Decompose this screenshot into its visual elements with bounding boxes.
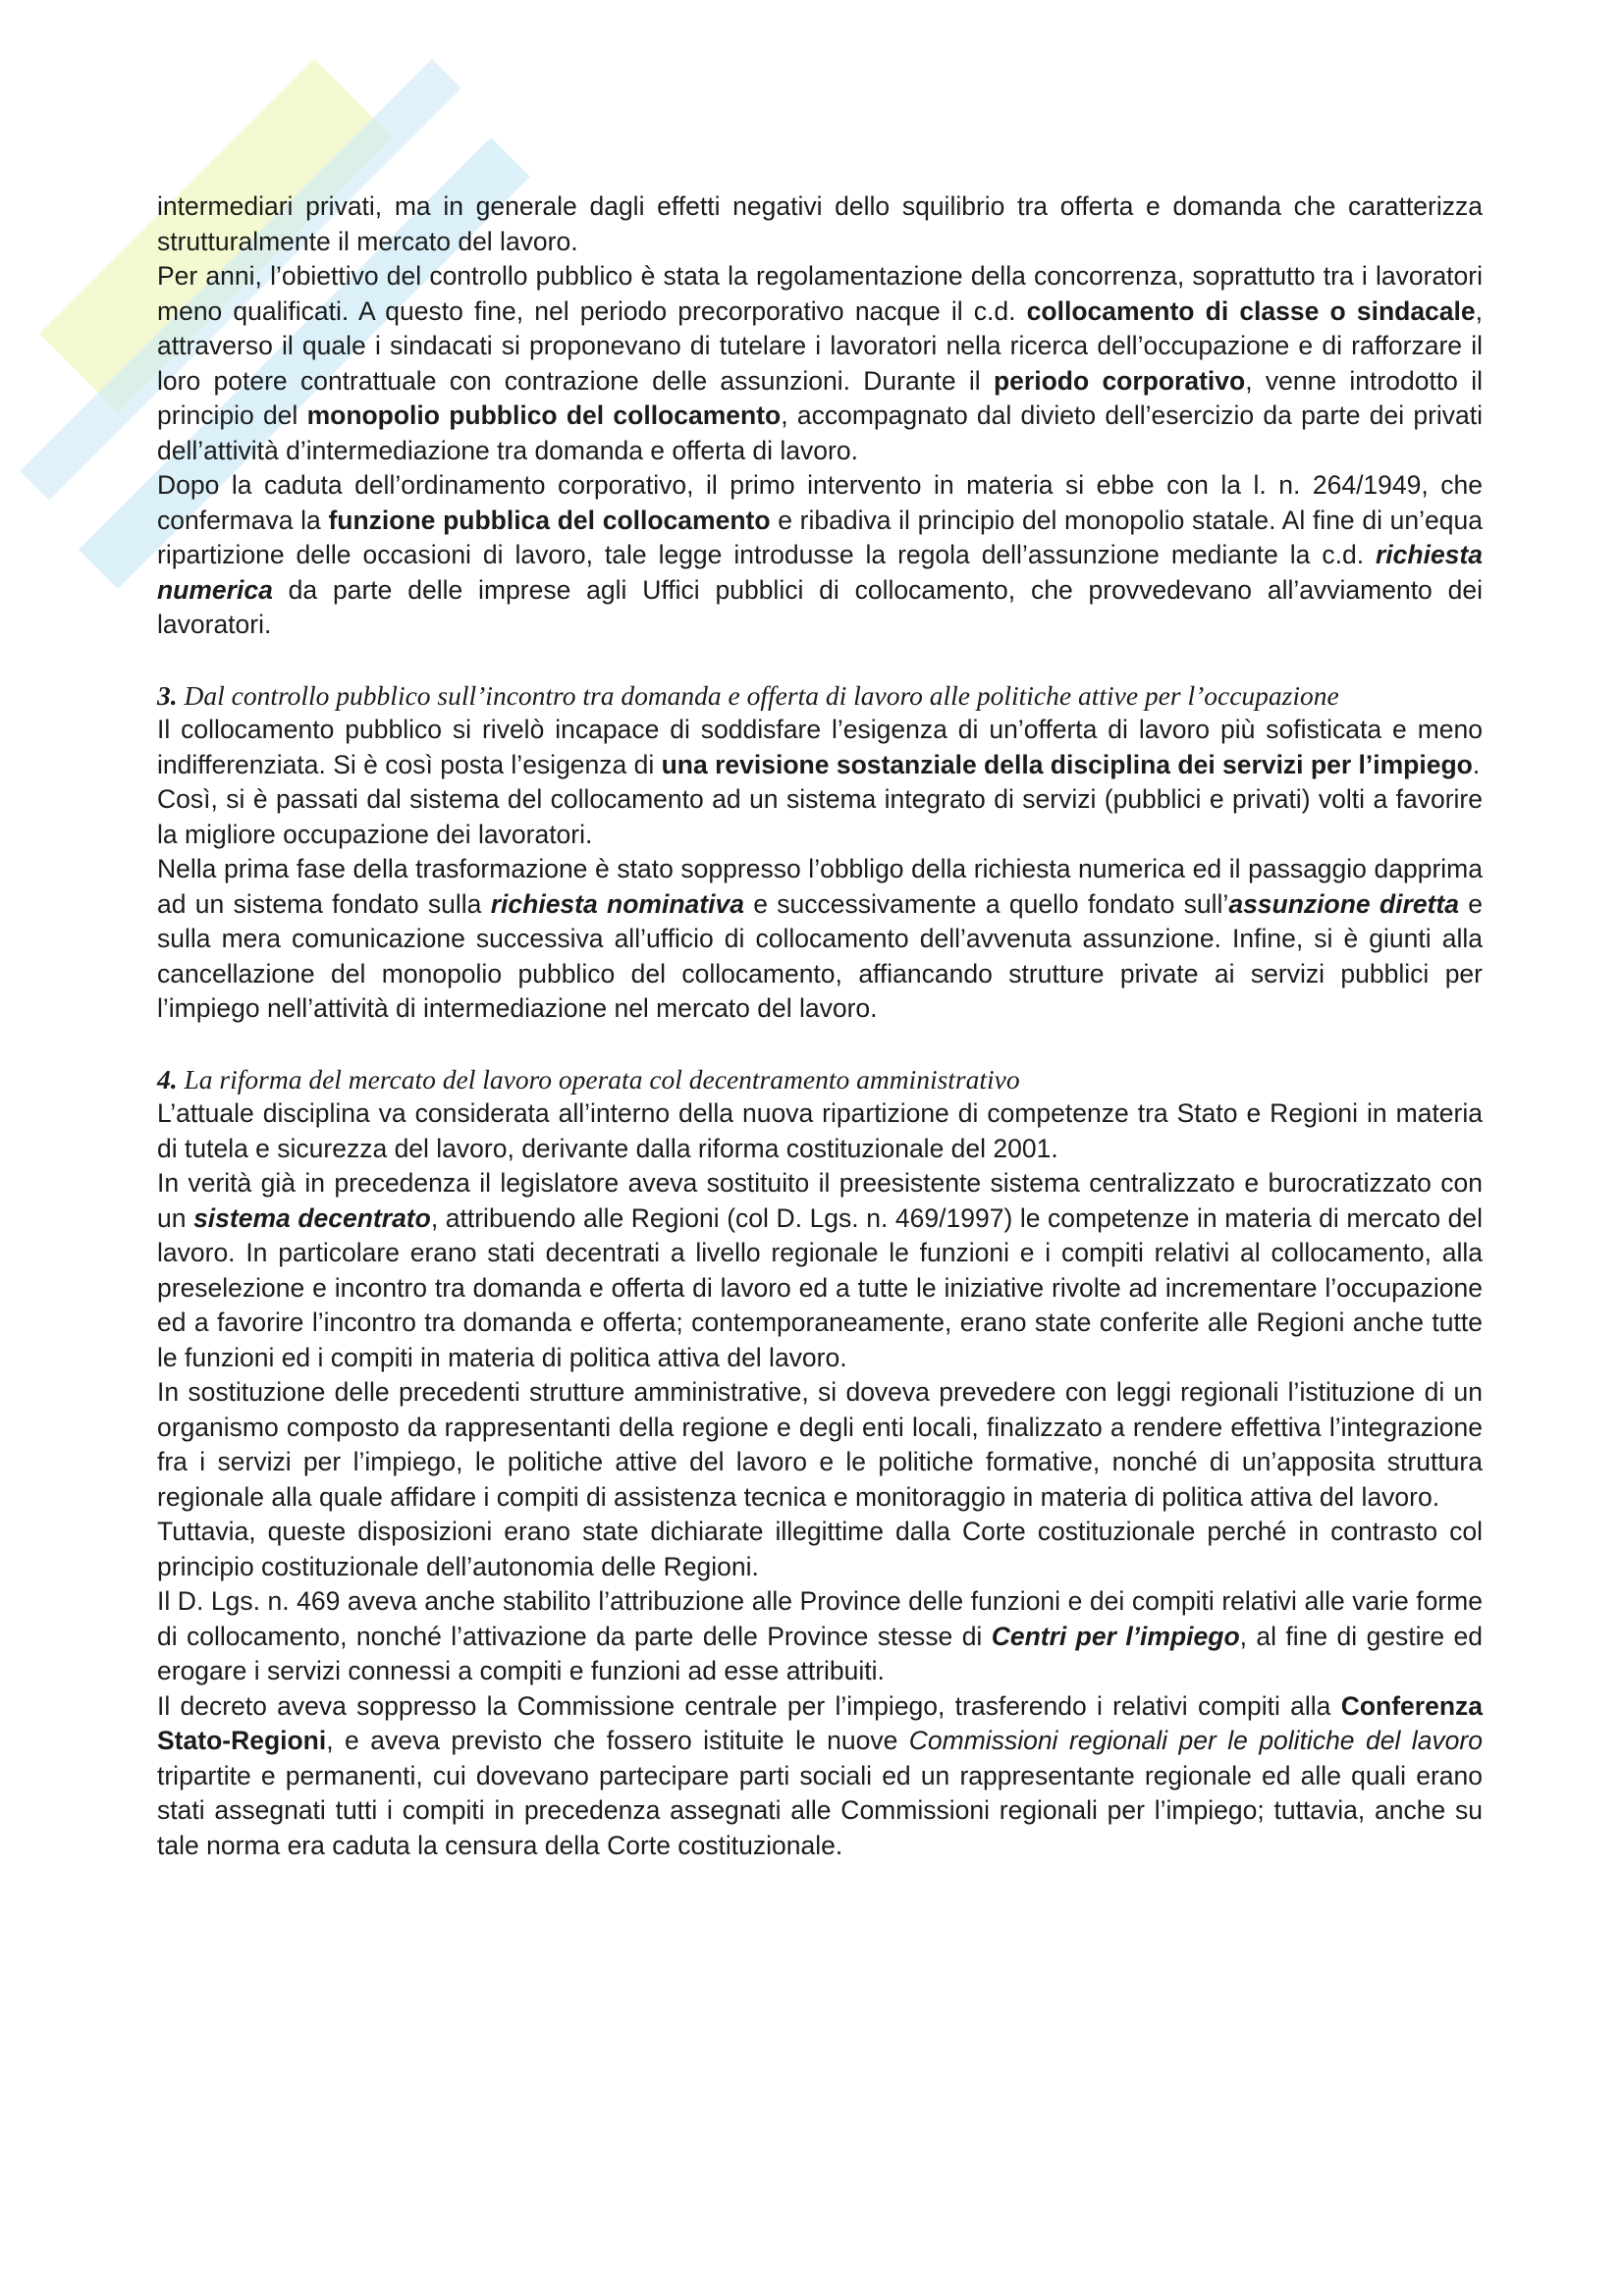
text-run: Dopo la caduta dell’ordinamento corporativo, il primo intervento in materia si ebbe con la l. n. 264/1949, che confermava la: [157, 470, 1483, 535]
bold-italic-text: Centri per l’impiego: [991, 1621, 1240, 1651]
paragraph: [157, 852, 1483, 1027]
text-run: , venne introdotto il principio del: [157, 365, 1484, 430]
section-title-text: La riforma del mercato del lavoro operata col decentramento amministrativo: [177, 1063, 1020, 1095]
section-title-text: Dal controllo pubblico sull’incontro tra domanda e offerta di lavoro alle politiche attive per l’occupazione: [177, 679, 1339, 711]
paragraph: [157, 259, 1483, 468]
bold-italic-text: assunzione diretta: [1228, 888, 1459, 919]
text-run: , al fine di gestire ed erogare i servizi connessi a compiti e funzioni ad esse attribuiti.: [157, 1621, 1483, 1685]
text-run: , attribuendo alle Regioni (col D. Lgs. n. 469/1997) le competenze in materia di mercato del lavoro. In particolare erano stati decentrati a livello regionale le funzioni e i compiti relativi al collocamento, alla preselezione e incontro tra domanda e offerta di lavoro ed a tutte le iniziative rivolte ad incrementare l’occupazione ed a favorire l’incontro tra domanda e offerta; contemporaneamente, erano state conferite alle Regioni anche tutte le funzioni ed i compiti in materia di politica attiva del lavoro.: [157, 1202, 1483, 1372]
bold-text: periodo corporativo: [993, 365, 1246, 396]
text-run: tripartite e permanenti, cui dovevano partecipare parti sociali ed un rappresentante regionale ed alle quali erano stati assegnati tutti i compiti in precedenza assegnati alle Commissioni regionali per l’impiego; tuttavia, anche su tale norma era caduta la censura della Corte costituzionale.: [157, 1760, 1483, 1860]
text-run: da parte delle imprese agli Uffici pubblici di collocamento, che provvedevano all’avviamento dei lavoratori.: [157, 574, 1483, 639]
intro-paragraphs: [157, 189, 1483, 643]
bold-italic-text: richiesta nominativa: [490, 888, 744, 919]
text-run: e sulla mera comunicazione successiva all’ufficio di collocamento dell’avvenuta assunzione. Infine, si è giunti alla cancellazione del monopolio pubblico del collocamento, affiancando strutture private ai servizi pubblici per l’impiego nell’attività di intermediazione nel mercato del lavoro.: [157, 888, 1484, 1023]
text-run: In verità già in precedenza il legislatore aveva sostituito il preesistente sistema centralizzato e burocratizzato con un: [157, 1168, 1483, 1233]
paragraph: [157, 1166, 1483, 1375]
text-run: , attraverso il quale i sindacati si proponevano di tutelare i lavoratori nella ricerca dell’occupazione e di rafforzare il loro potere contrattuale con contrazione delle assunzioni. Durante il: [157, 295, 1484, 396]
bold-text: Conferenza Stato-Regioni: [157, 1690, 1483, 1755]
text-run: intermediari privati, ma in generale dagli effetti negativi dello squilibrio tra offerta e domanda che caratterizza strutturalmente il mercato del lavoro.: [157, 191, 1483, 256]
paragraph: [157, 1689, 1483, 1864]
paragraph: [157, 713, 1483, 782]
text-run: Il collocamento pubblico si rivelò incapace di soddisfare l’esigenza di un’offerta di lavoro più sofisticata e meno indifferenziata. Si è così posta l’esigenza di: [157, 715, 1483, 779]
bold-italic-text: sistema decentrato: [193, 1202, 431, 1233]
paragraph: [157, 189, 1483, 259]
section-number: 3.: [157, 679, 178, 711]
italic-text: Commissioni regionali per le politiche del lavoro: [908, 1726, 1483, 1755]
text-run: Così, si è passati dal sistema del collocamento ad un sistema integrato di servizi (pubblici e privati) volti a favorire la migliore occupazione dei lavoratori.: [157, 784, 1483, 849]
bold-text: monopolio pubblico del collocamento: [306, 400, 782, 430]
section-4-heading: [157, 1062, 1483, 1097]
text-run: e ribadiva il principio del monopolio statale. Al fine di un’equa ripartizione delle occasioni di lavoro, tale legge introdusse la regola dell’assunzione mediante la c.d.: [157, 505, 1483, 569]
section-3-body: [157, 713, 1483, 1027]
section-4-body: [157, 1096, 1483, 1863]
text-run: In sostituzione delle precedenti strutture amministrative, si doveva prevedere con leggi regionali l’istituzione di un organismo composto da rappresentanti della regione e degli enti locali, finalizzato a rendere effettiva l’integrazione fra i servizi per l’impiego, le politiche attive del lavoro e le politiche formative, nonché di un’apposita struttura regionale alla quale affidare i compiti di assistenza tecnica e monitoraggio in materia di politica attiva del lavoro.: [157, 1377, 1483, 1512]
text-run: Il D. Lgs. n. 469 aveva anche stabilito l’attribuzione alle Province delle funzioni e dei compiti relativi alle varie forme di collocamento, nonché l’attivazione da parte delle Province stesse di: [157, 1586, 1483, 1651]
text-run: Tuttavia, queste disposizioni erano state dichiarate illegittime dalla Corte costituzionale perché in contrasto col principio costituzionale dell’autonomia delle Regioni.: [157, 1517, 1483, 1581]
text-run: e successivamente a quello fondato sull’: [743, 888, 1229, 919]
paragraph: [157, 782, 1483, 852]
paragraph: [157, 1096, 1483, 1166]
text-run: , e aveva previsto che fossero istituite le nuove: [326, 1726, 909, 1755]
text-run: Il decreto aveva soppresso la Commissione centrale per l’impiego, trasferendo i relativi compiti alla: [157, 1690, 1341, 1721]
bold-italic-text: richiesta numerica: [157, 540, 1483, 605]
text-run: L’attuale disciplina va considerata all’interno della nuova ripartizione di competenze tra Stato e Regioni in materia di tutela e sicurezza del lavoro, derivante dalla riforma costituzionale del 2001.: [157, 1098, 1483, 1163]
paragraph: [157, 1515, 1483, 1584]
text-run: , accompagnato dal divieto dell’esercizio da parte dei privati dell’attività d’intermediazione tra domanda e offerta di lavoro.: [157, 400, 1484, 465]
paragraph: [157, 468, 1483, 643]
bold-text: funzione pubblica del collocamento: [328, 505, 771, 535]
document-body: [157, 189, 1483, 1863]
bold-text: una revisione sostanziale della disciplina dei servizi per l’impiego: [661, 749, 1473, 779]
section-number: 4.: [157, 1063, 178, 1095]
text-run: Per anni, l’obiettivo del controllo pubblico è stata la regolamentazione della concorrenza, soprattutto tra i lavoratori meno qualificati. A questo fine, nel periodo precorporativo nacque il c.d.: [157, 261, 1483, 326]
section-3-heading: [157, 678, 1483, 714]
bold-text: collocamento di classe o sindacale: [1026, 295, 1476, 326]
text-run: Nella prima fase della trasformazione è stato soppresso l’obbligo della richiesta numerica ed il passaggio dapprima ad un sistema fondato sulla: [157, 854, 1483, 919]
paragraph: [157, 1584, 1483, 1689]
text-run: .: [1472, 749, 1481, 779]
paragraph: [157, 1375, 1483, 1515]
